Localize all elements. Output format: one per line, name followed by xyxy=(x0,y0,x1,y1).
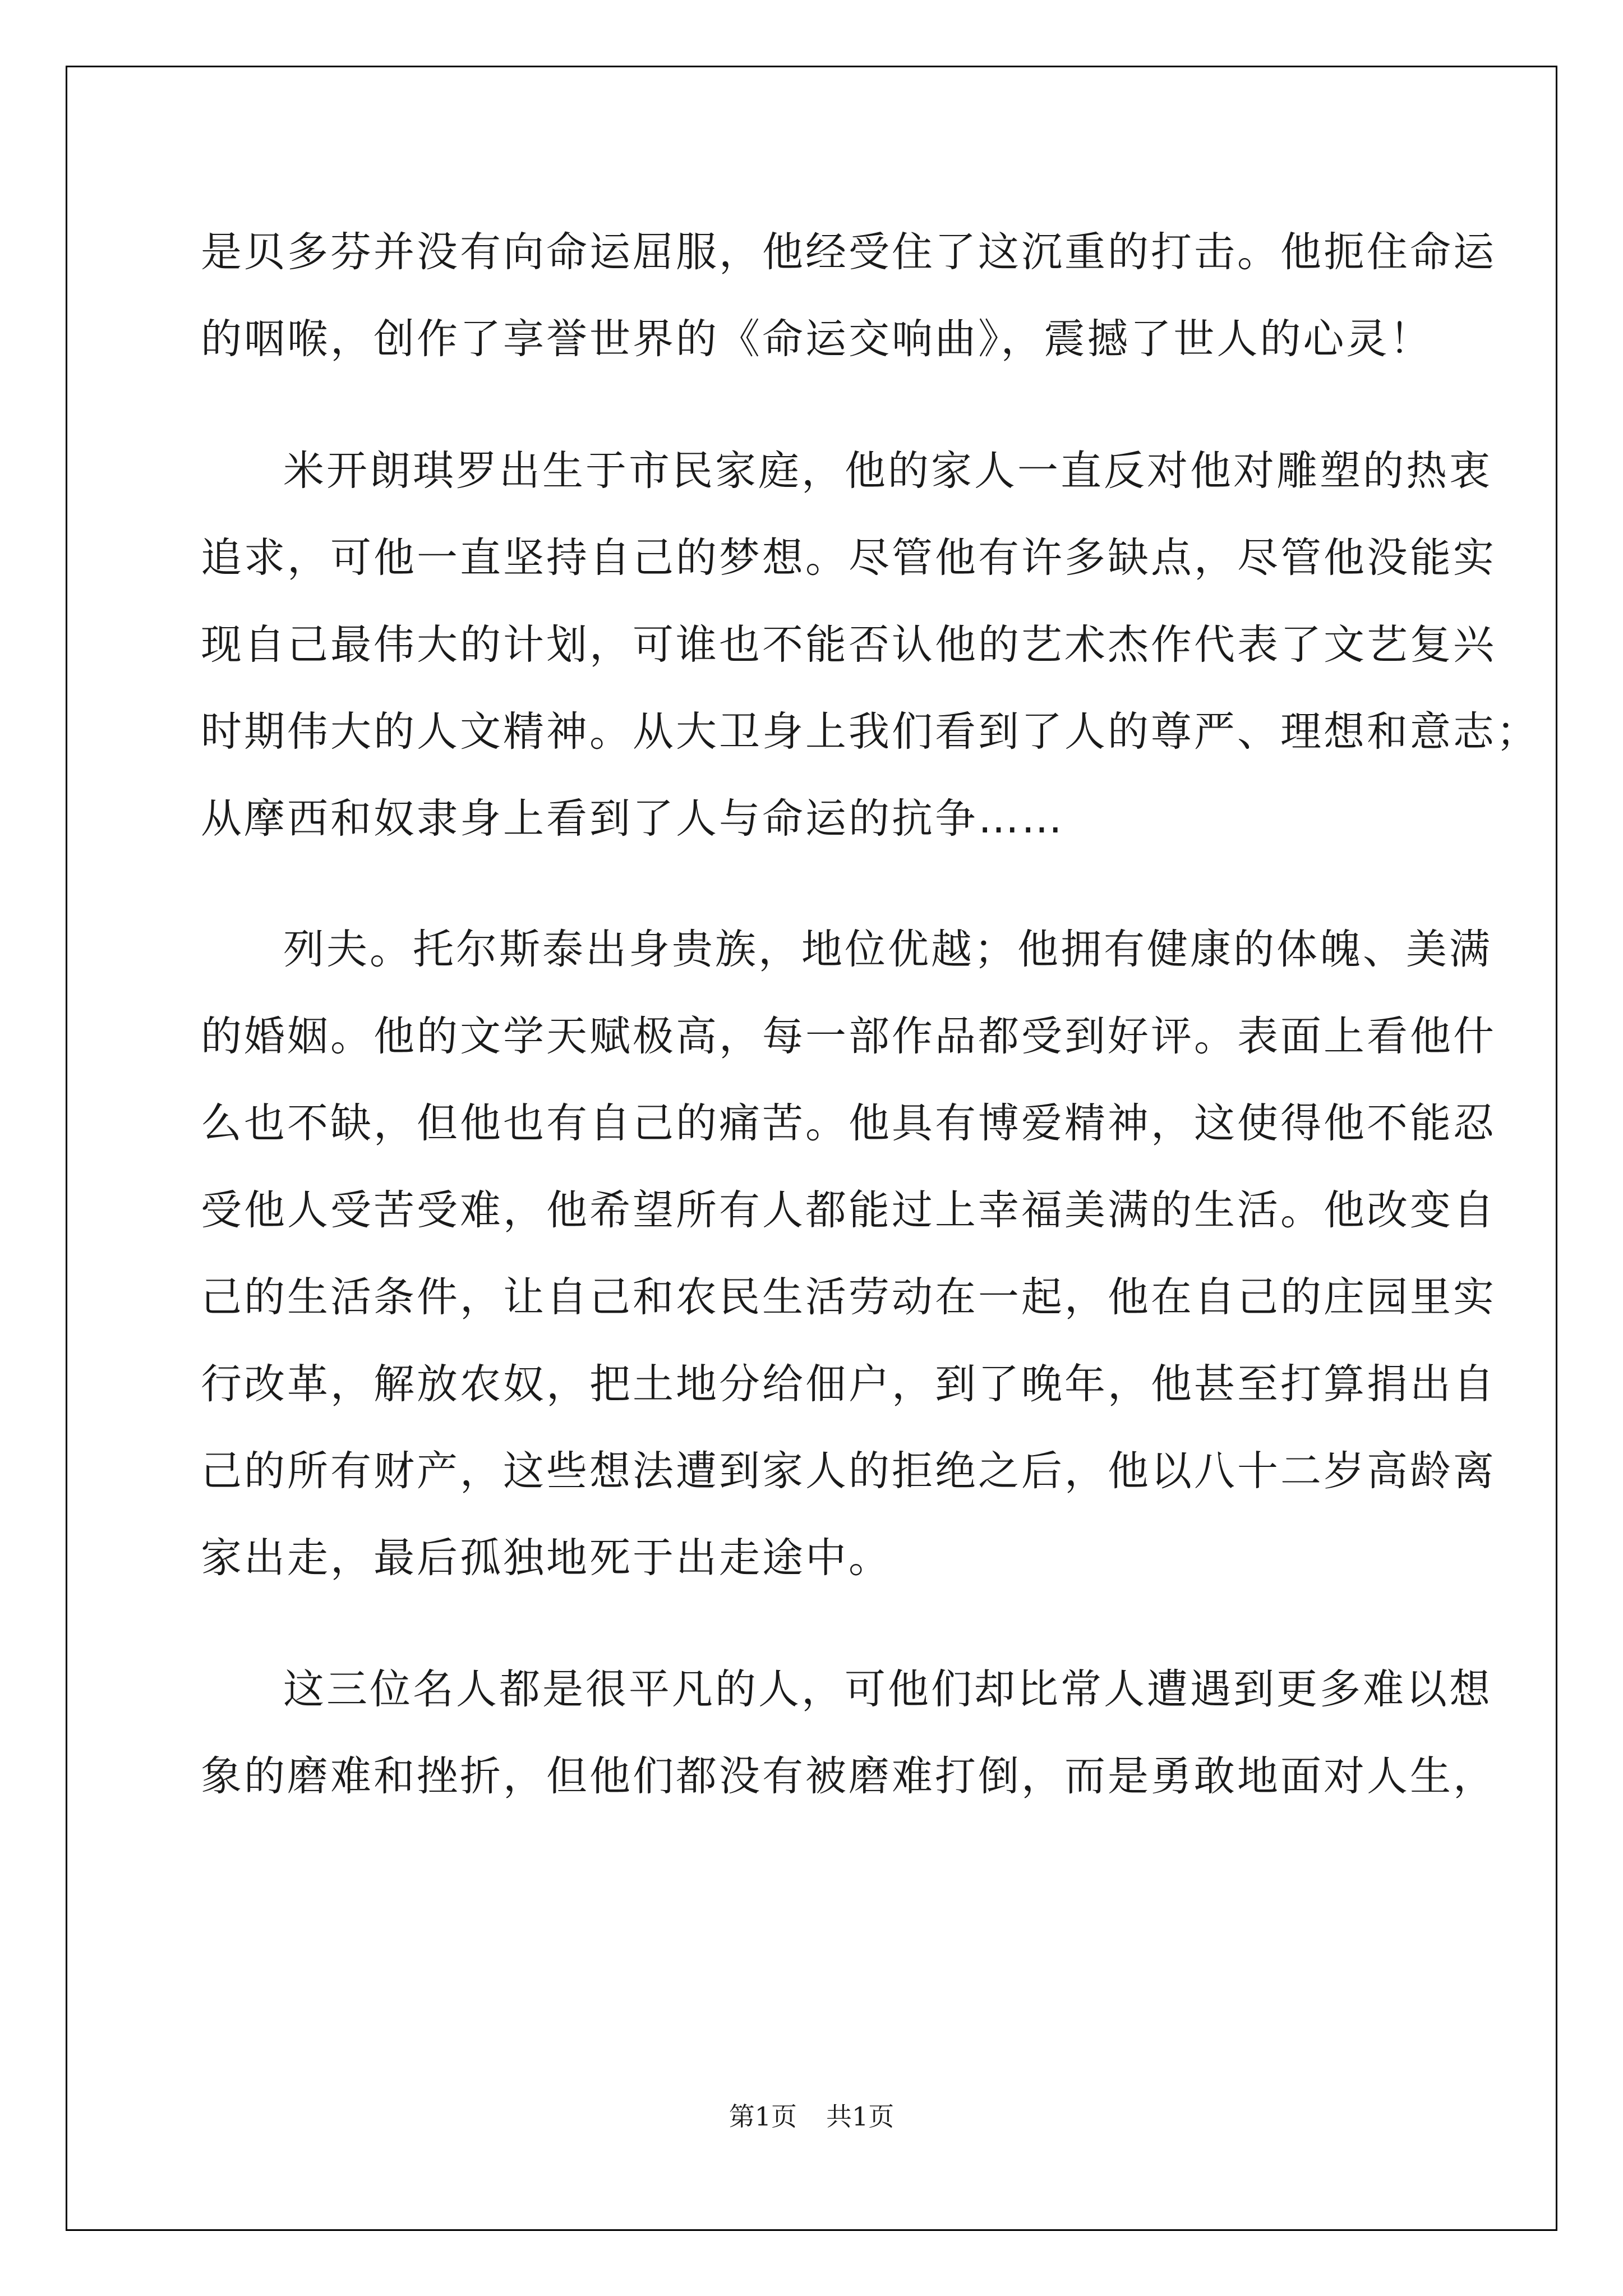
text-line: 么也不缺，但他也有自己的痛苦。他具有博爱精神，这使得他不能忍 xyxy=(201,1099,1496,1147)
text-line: 是贝多芬并没有向命运屈服，他经受住了这沉重的打击。他扼住命运 xyxy=(201,228,1496,276)
text-line: 追求，可他一直坚持自己的梦想。尽管他有许多缺点，尽管他没能实 xyxy=(201,534,1496,582)
paragraph-start-line: 米开朗琪罗出生于市民家庭，他的家人一直反对他对雕塑的热衷 xyxy=(283,447,1492,495)
page-number: 第1页 xyxy=(728,2101,797,2132)
text-line: 从摩西和奴隶身上看到了人与命运的抗争…… xyxy=(201,795,1064,843)
text-line: 现自己最伟大的计划，可谁也不能否认他的艺术杰作代表了文艺复兴 xyxy=(201,621,1496,669)
text-line: 家出走，最后孤独地死于出走途中。 xyxy=(201,1534,892,1582)
text-line: 象的磨难和挫折，但他们都没有被磨难打倒，而是勇敢地面对人生， xyxy=(201,1752,1496,1800)
text-line: 时期伟大的人文精神。从大卫身上我们看到了人的尊严、理想和意志； xyxy=(201,708,1539,756)
page-total: 共1页 xyxy=(826,2101,895,2132)
text-line: 行改革，解放农奴，把土地分给佃户，到了晚年，他甚至打算捐出自 xyxy=(201,1360,1496,1408)
text-line: 己的生活条件，让自己和农民生活劳动在一起，他在自己的庄园里实 xyxy=(201,1273,1496,1321)
text-line: 的婚姻。他的文学天赋极高，每一部作品都受到好评。表面上看他什 xyxy=(201,1013,1496,1060)
text-line: 的咽喉，创作了享誉世界的《命运交响曲》，震撼了世人的心灵！ xyxy=(201,315,1433,363)
paragraph-start-line: 这三位名人都是很平凡的人，可他们却比常人遭遇到更多难以想 xyxy=(283,1665,1492,1713)
text-line: 受他人受苦受难，他希望所有人都能过上幸福美满的生活。他改变自 xyxy=(201,1186,1496,1234)
paragraph-start-line: 列夫。托尔斯泰出身贵族，地位优越；他拥有健康的体魄、美满 xyxy=(283,926,1492,973)
page-footer xyxy=(0,2101,1623,2132)
text-line: 己的所有财产，这些想法遭到家人的拒绝之后，他以八十二岁高龄离 xyxy=(201,1447,1496,1495)
